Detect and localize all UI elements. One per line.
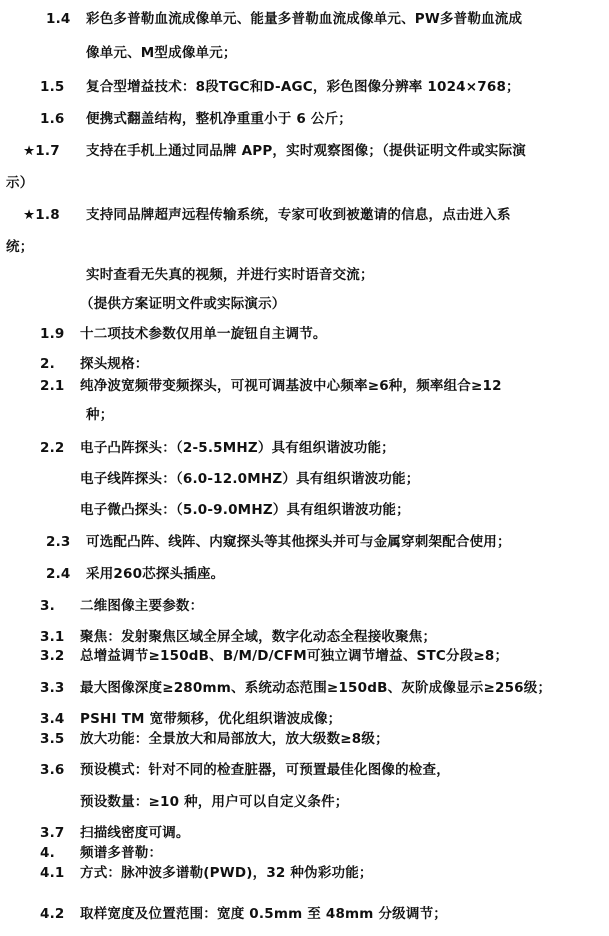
item-number: 2.1 — [40, 378, 65, 394]
item-text: 预设模式：针对不同的检查脏器，可预置最佳化图像的检查， — [80, 762, 450, 778]
item-text: 统； — [6, 239, 34, 255]
item-text: 最大图像深度≥280mm、系统动态范围≥150dB、灰阶成像显示≥256级； — [80, 680, 552, 696]
item-number: 1.6 — [40, 111, 65, 127]
item-text: 电子微凸探头：（5.0-9.0MHZ）具有组织谐波功能； — [80, 502, 410, 518]
item-text: 聚焦：发射聚焦区域全屏全域，数字化动态全程接收聚焦； — [80, 629, 437, 645]
item-text: 总增益调节≥150dB、B/M/D/CFM可独立调节增益、STC分段≥8； — [80, 648, 509, 664]
item-text: 示） — [6, 175, 34, 191]
item-number: 3.5 — [40, 731, 65, 747]
item-number: 2.3 — [46, 534, 71, 550]
item-number: ★1.7 — [23, 143, 60, 159]
item-number: 3.2 — [40, 648, 65, 664]
item-text: 二维图像主要参数： — [80, 598, 204, 614]
item-number: 1.9 — [40, 326, 65, 342]
item-number: 3.1 — [40, 629, 65, 645]
item-text: 支持在手机上通过同品牌 APP，实时观察图像；（提供证明文件或实际演 — [86, 143, 526, 159]
item-number: 2.2 — [40, 440, 65, 456]
item-text: 实时查看无失真的视频，并进行实时语音交流； — [86, 267, 374, 283]
item-text: 取样宽度及位置范围：宽度 0.5mm 至 48mm 分级调节； — [80, 906, 447, 922]
item-text: 频谱多普勒： — [80, 845, 163, 861]
item-number: 3.7 — [40, 825, 65, 841]
item-text: 电子凸阵探头：（2-5.5MHZ）具有组织谐波功能； — [80, 440, 395, 456]
item-number: 2.4 — [46, 566, 71, 582]
item-text: 扫描线密度可调。 — [80, 825, 190, 841]
item-text: 支持同品牌超声远程传输系统，专家可收到被邀请的信息，点击进入系 — [86, 207, 511, 223]
item-text: （提供方案证明文件或实际演示） — [80, 296, 286, 312]
item-number: 3. — [40, 598, 55, 614]
item-number: 1.4 — [46, 11, 71, 27]
item-number: 4.1 — [40, 865, 65, 881]
item-text: 探头规格： — [80, 356, 149, 372]
item-number: 4. — [40, 845, 55, 861]
item-number: 3.6 — [40, 762, 65, 778]
item-text: 可选配凸阵、线阵、内窥探头等其他探头并可与金属穿刺架配合使用； — [86, 534, 511, 550]
item-text: 彩色多普勒血流成像单元、能量多普勒血流成像单元、PW多普勒血流成 — [86, 11, 523, 27]
item-text: 像单元、M型成像单元； — [86, 45, 237, 61]
item-text: 复合型增益技术：8段TGC和D-AGC，彩色图像分辨率 1024×768； — [86, 79, 520, 95]
item-text: 十二项技术参数仅用单一旋钮自主调节。 — [80, 326, 327, 342]
item-text: 电子线阵探头：（6.0-12.0MHZ）具有组织谐波功能； — [80, 471, 420, 487]
item-text: 预设数量：≥10 种，用户可以自定义条件； — [80, 794, 349, 810]
item-number: 4.2 — [40, 906, 65, 922]
item-text: 方式：脉冲波多谱勒(PWD)，32 种伪彩功能； — [80, 865, 373, 881]
item-text: 采用260芯探头插座。 — [86, 566, 225, 582]
item-text: PSHI TM 宽带频移，优化组织谐波成像； — [80, 711, 342, 727]
item-text: 便携式翻盖结构，整机净重重小于 6 公斤； — [86, 111, 352, 127]
item-text: 纯净波宽频带变频探头，可视可调基波中心频率≥6种，频率组合≥12 — [80, 378, 502, 394]
item-number: ★1.8 — [23, 207, 60, 223]
item-text: 放大功能：全景放大和局部放大，放大级数≥8级； — [80, 731, 389, 747]
item-number: 2. — [40, 356, 55, 372]
item-number: 3.3 — [40, 680, 65, 696]
item-text: 种； — [86, 407, 114, 423]
item-number: 1.5 — [40, 79, 65, 95]
item-number: 3.4 — [40, 711, 65, 727]
